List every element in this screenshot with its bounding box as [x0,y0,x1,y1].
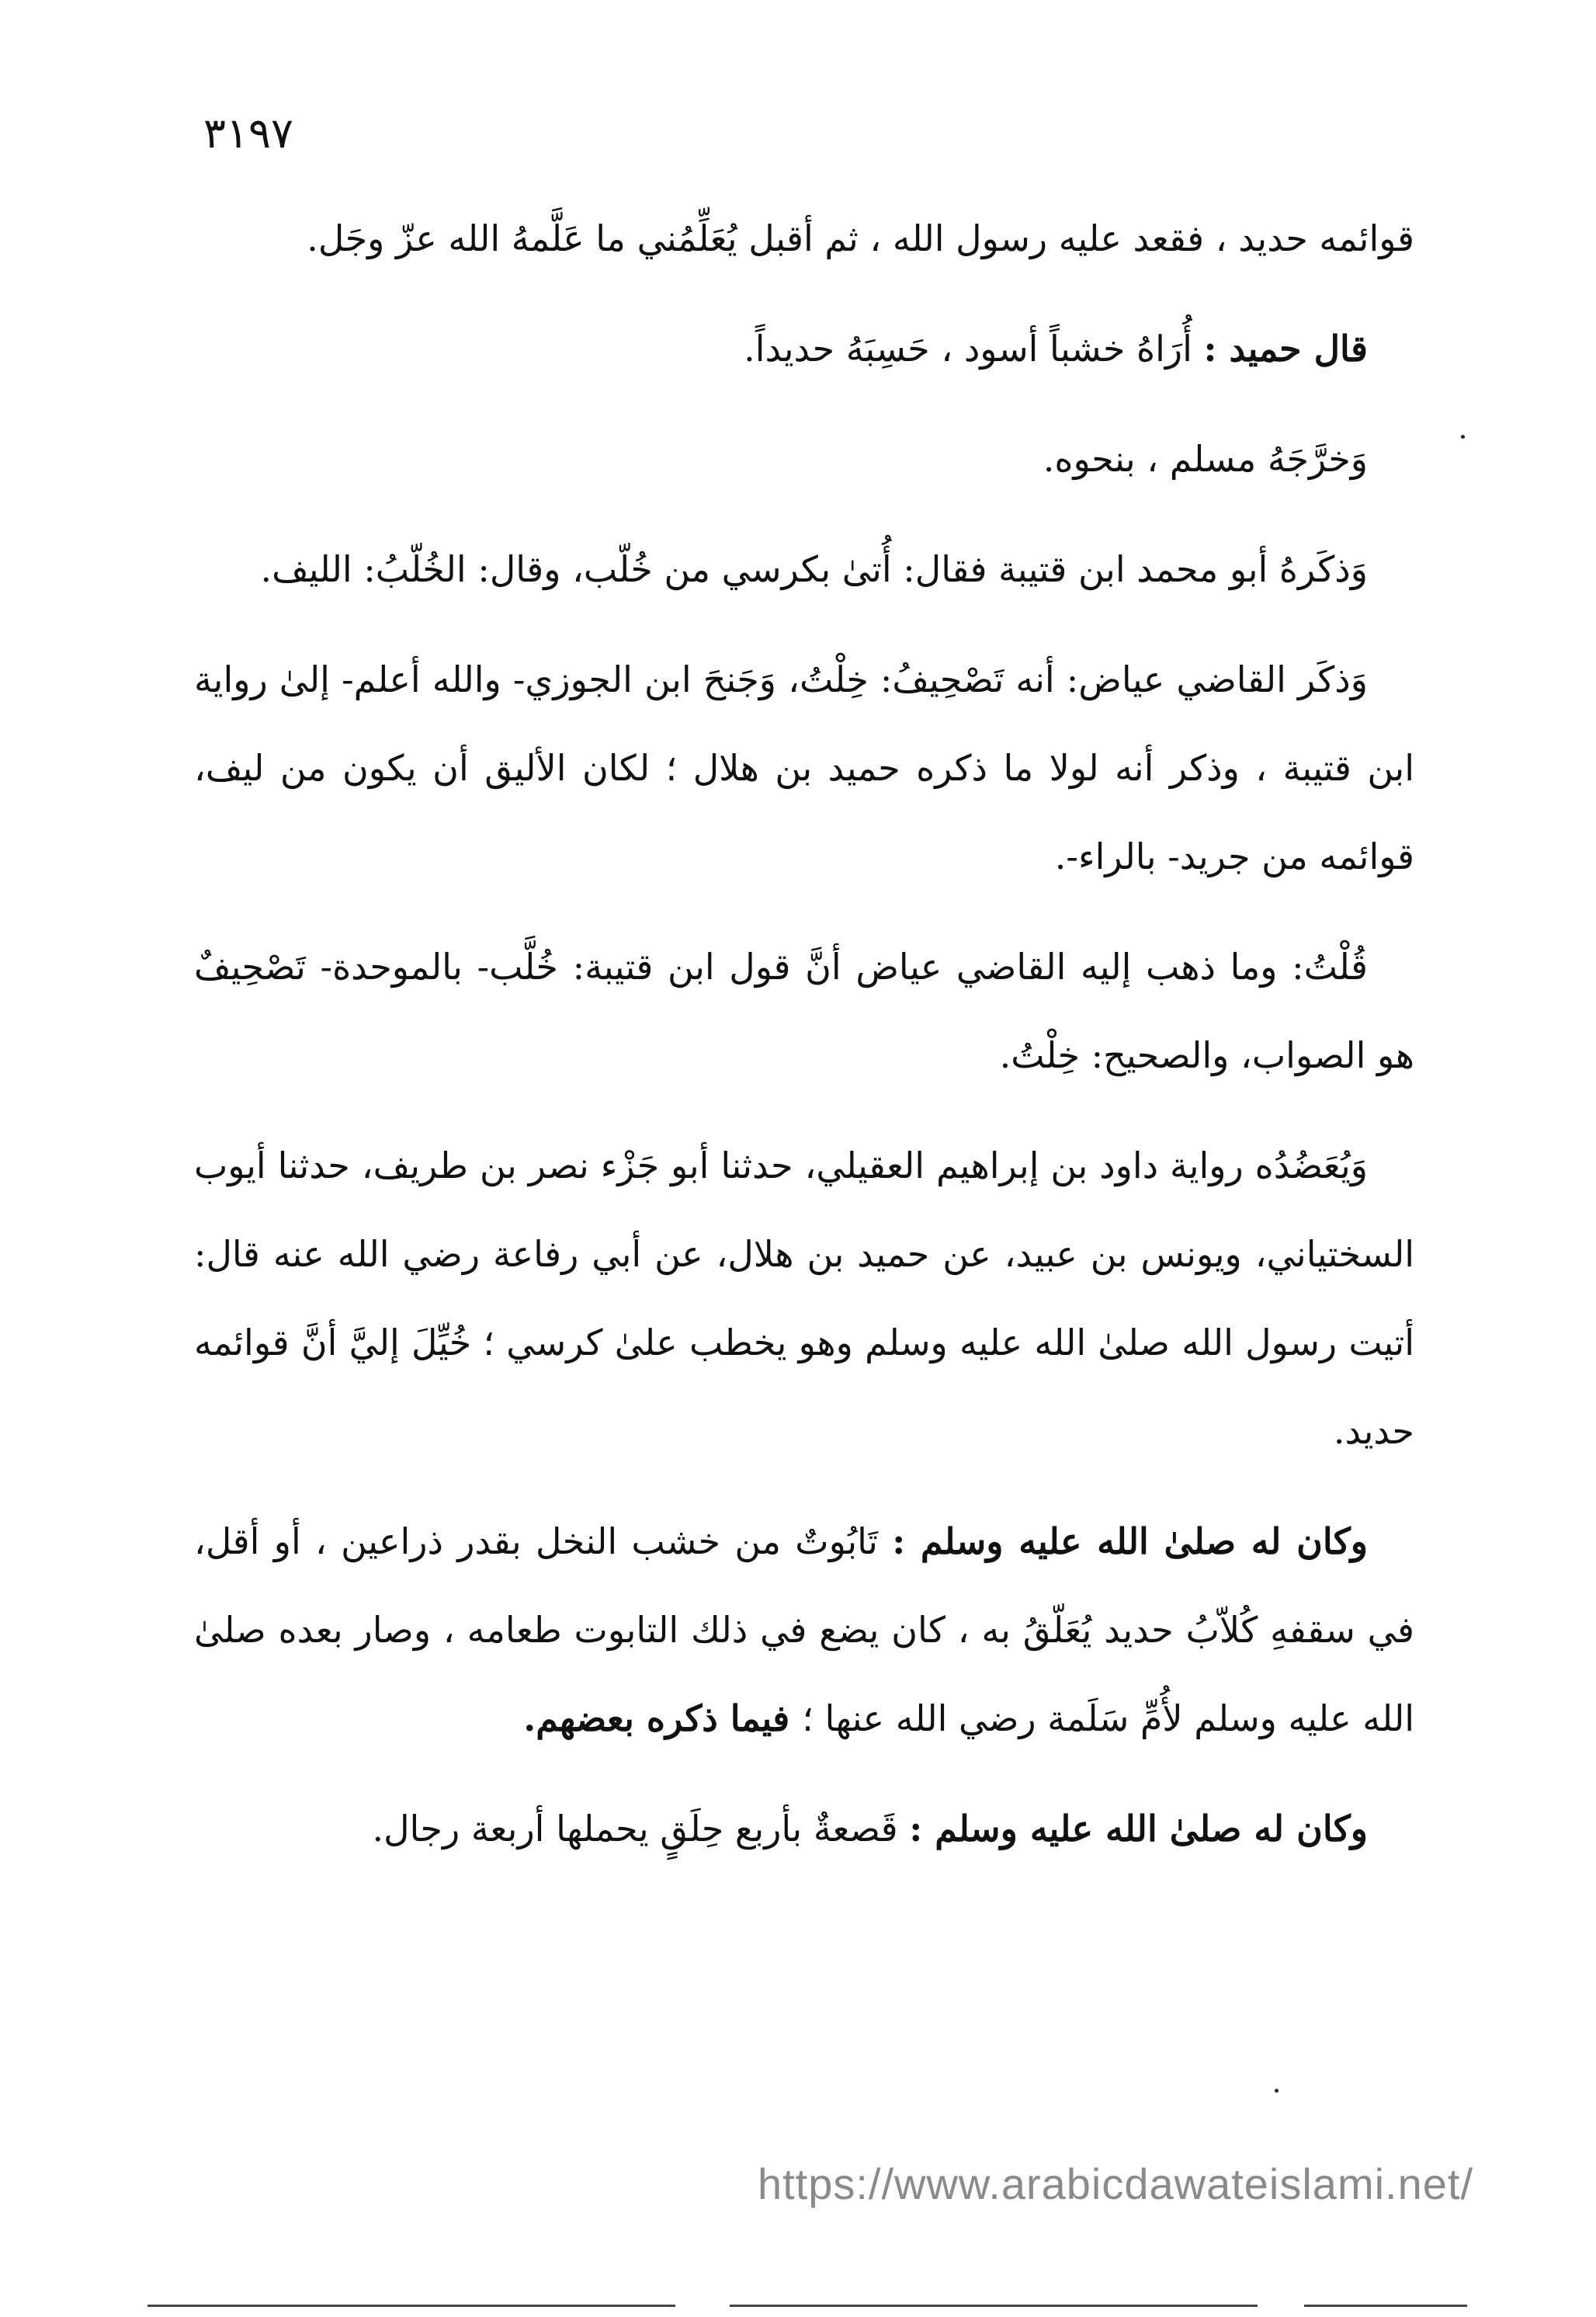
paragraph-4 [194,525,1414,613]
scan-speck [1461,435,1465,439]
paragraph-text: قَصعةٌ بأربع حِلَقٍ يحملها أربعة رجال. [372,1808,910,1850]
paragraph-text: وَذكَر القاضي عياض: أنه تَصْحِيفُ: خِلْتُ، وَجَنحَ ابن الجوزي- والله أعلم- إلىٰ رواية ابن قتيبة ، وذكر أنه لولا ما ذكره حميد بن هلال ؛ لكان الأليق أن يكون من ليف، قوائمه من جريد- بالراء-. [194,658,1414,877]
paragraph-9 [194,1784,1414,1873]
footer-url: https://www.arabicdawateislami.net/ [757,2159,1473,2208]
page-body [194,194,1414,1895]
paragraph-text: قوائمه حديد ، فقعد عليه رسول الله ، ثم أقبل يُعَلِّمُني ما عَلَّمهُ الله عزّ وجَل. [307,217,1414,259]
page-number: ٣١٩٧ [203,109,294,158]
paragraph-text: وَخرَّجَهُ مسلم ، بنحوه. [1043,438,1368,480]
paragraph-text: وَيُعَضُدُه رواية داود بن إبراهيم العقيلي، حدثنا أبو جَزْء نصر بن طريف، حدثنا أيوب السختياني، ويونس بن عبيد، عن حميد بن هلال، عن أبي رفاعة رضي الله عنه قال: أتيت رسول الله صلىٰ الله عليه وسلم وهو يخطب علىٰ كرسي ؛ خُيِّلَ إليَّ أنَّ قوائمه حديد. [194,1145,1414,1452]
paragraph-text: وَذكَرهُ أبو محمد ابن قتيبة فقال: أُتىٰ بكرسي من خُلّب، وقال: الخُلّبُ: الليف. [260,548,1368,590]
paragraph-5 [194,635,1414,901]
paragraph-text: تَابُوتٌ من خشب النخل بقدر ذراعين ، أو أقل، في سقفهِ كُلاّبُ حديد يُعَلّقُ به ، كان يضع في ذلك التابوت طعامه ، وصار بعده صلىٰ الله عليه وسلم لأُمِّ سَلَمة رضي الله عنها ؛ [194,1520,1414,1739]
page-edge-rule [147,2305,675,2307]
scan-speck [1275,2089,1279,2093]
paragraph-6 [194,922,1414,1099]
paragraph-1 [194,194,1414,283]
page-edge-rule [1304,2305,1467,2307]
paragraph-lead: وكان له صلىٰ الله عليه وسلم : [892,1520,1368,1562]
paragraph-3 [194,415,1414,503]
paragraph-text: قُلْتُ: وما ذهب إليه القاضي عياض أنَّ قول ابن قتيبة: خُلَّب- بالموحدة- تَصْحِيفٌ هو الصواب، والصحيح: خِلْتُ. [194,946,1414,1076]
paragraph-text: أُرَاهُ خشباً أسود ، حَسِبَهُ حديداً. [744,328,1204,370]
paragraph-lead: قال حميد : [1203,328,1368,370]
paragraph-7 [194,1121,1414,1475]
paragraph-2 [194,304,1414,393]
paragraph-lead: وكان له صلىٰ الله عليه وسلم : [909,1808,1368,1850]
paragraph-tail: فيما ذكره بعضهم. [523,1697,803,1739]
paragraph-8 [194,1497,1414,1763]
page-edge-rule [730,2305,1258,2307]
